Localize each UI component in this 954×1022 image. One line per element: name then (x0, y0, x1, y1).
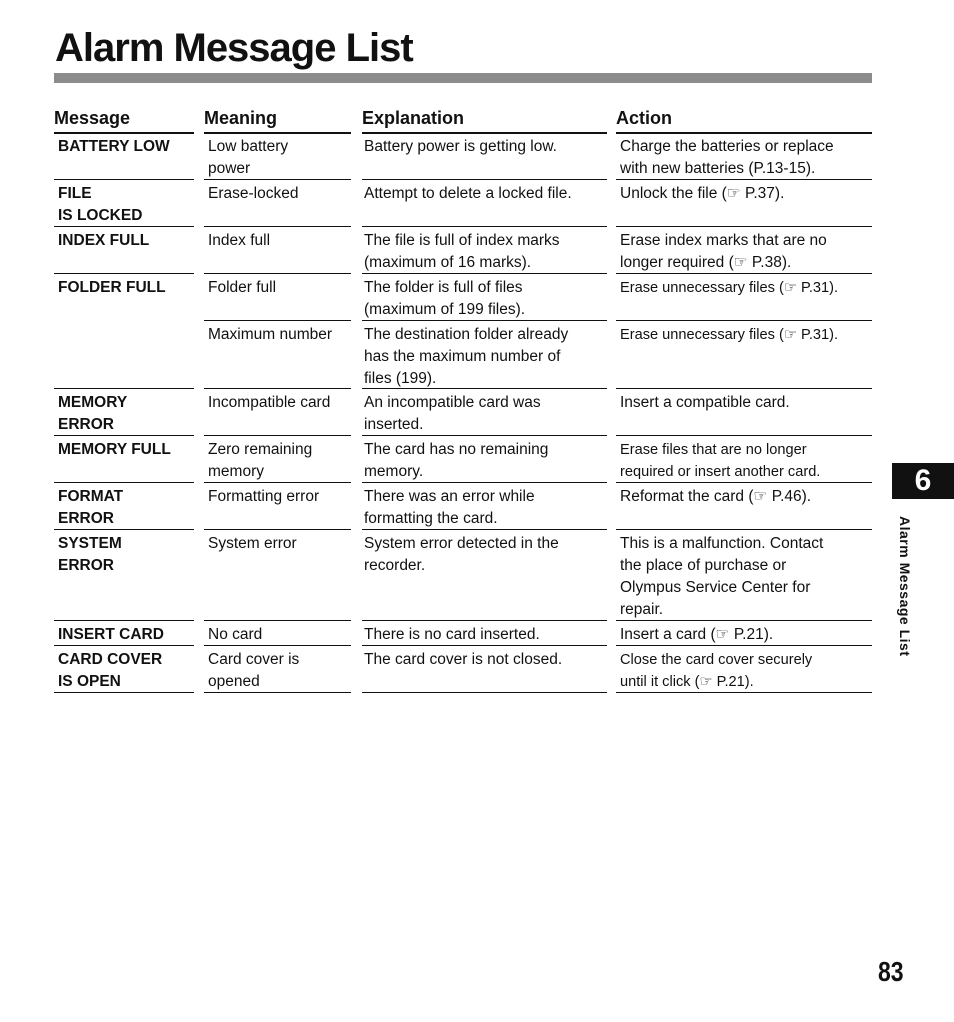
action-text: repair. (620, 601, 664, 618)
message-text: MEMORY FULL (58, 441, 171, 458)
explanation-cell (362, 274, 607, 321)
action-text: the place of purchase or (620, 557, 787, 574)
explanation-cell (362, 389, 607, 436)
message-cell (54, 483, 194, 530)
table-row (0, 133, 954, 180)
meaning-cell (204, 321, 351, 389)
page-number: 83 (878, 956, 904, 987)
table-row (0, 321, 954, 389)
message-cell (54, 389, 194, 436)
meaning-cell (204, 530, 351, 621)
header-action: Action (616, 108, 872, 134)
explanation-cell (362, 180, 607, 227)
table-row (0, 227, 954, 274)
table-row (0, 530, 954, 621)
explanation-text: There is no card inserted. (364, 626, 540, 643)
message-text: IS LOCKED (58, 207, 143, 224)
action-text: Close the card cover securely (620, 652, 813, 668)
action-cell (616, 180, 872, 227)
message-text: BATTERY LOW (58, 138, 170, 155)
meaning-cell (204, 274, 351, 321)
message-cell (54, 436, 194, 483)
action-cell (616, 321, 872, 389)
message-text: ERROR (58, 510, 114, 527)
chapter-tab: 6 (892, 463, 954, 499)
explanation-cell (362, 227, 607, 274)
action-text: required or insert another card. (620, 464, 821, 480)
explanation-text: Attempt to delete a locked file. (364, 185, 572, 202)
explanation-text: formatting the card. (364, 510, 498, 527)
action-text: longer required (☞ P.38). (620, 254, 792, 271)
explanation-text: (maximum of 16 marks). (364, 254, 532, 271)
meaning-text: Erase-locked (208, 185, 299, 202)
meaning-text: opened (208, 673, 260, 690)
table-row (0, 274, 954, 321)
action-text: Insert a card (☞ P.21). (620, 626, 774, 643)
explanation-cell (362, 530, 607, 621)
meaning-text: Index full (208, 232, 271, 249)
meaning-cell (204, 436, 351, 483)
explanation-cell (362, 646, 607, 693)
meaning-text: Formatting error (208, 488, 320, 505)
action-text: Erase index marks that are no (620, 232, 827, 249)
action-cell (616, 133, 872, 180)
header-meaning: Meaning (204, 108, 351, 134)
action-text: Erase unnecessary files (☞ P.31). (620, 280, 839, 296)
header-message: Message (54, 108, 194, 134)
table-row (0, 389, 954, 436)
action-cell (616, 436, 872, 483)
explanation-text: An incompatible card was (364, 394, 541, 411)
explanation-text: The card has no remaining (364, 441, 549, 458)
table-row (0, 621, 954, 646)
message-cell (54, 530, 194, 621)
action-text: Erase files that are no longer (620, 442, 807, 458)
message-text: ERROR (58, 416, 114, 433)
action-text: with new batteries (P.13-15). (620, 160, 816, 177)
explanation-text: recorder. (364, 557, 426, 574)
message-text: FILE (58, 185, 92, 202)
explanation-text: inserted. (364, 416, 424, 433)
meaning-cell (204, 133, 351, 180)
explanation-text: Battery power is getting low. (364, 138, 557, 155)
meaning-cell (204, 180, 351, 227)
table-row (0, 483, 954, 530)
page-title: Alarm Message List (55, 26, 413, 70)
table-row (0, 646, 954, 693)
message-cell (54, 274, 194, 321)
explanation-cell (362, 133, 607, 180)
meaning-text: Incompatible card (208, 394, 331, 411)
meaning-cell (204, 483, 351, 530)
action-text: Charge the batteries or replace (620, 138, 834, 155)
explanation-text: The folder is full of files (364, 279, 523, 296)
meaning-cell (204, 621, 351, 646)
message-text: ERROR (58, 557, 114, 574)
action-text: Insert a compatible card. (620, 394, 790, 411)
action-cell (616, 389, 872, 436)
title-rule (54, 73, 872, 83)
action-cell (616, 227, 872, 274)
explanation-text: The card cover is not closed. (364, 651, 563, 668)
message-text: FOLDER FULL (58, 279, 166, 296)
message-cell (54, 180, 194, 227)
message-cell (54, 621, 194, 646)
action-cell (616, 621, 872, 646)
message-text: SYSTEM (58, 535, 122, 552)
table-row (0, 436, 954, 483)
action-text: Unlock the file (☞ P.37). (620, 185, 785, 202)
action-text: Olympus Service Center for (620, 579, 811, 596)
explanation-text: memory. (364, 463, 424, 480)
explanation-cell (362, 436, 607, 483)
action-text: until it click (☞ P.21). (620, 674, 754, 690)
explanation-text: There was an error while (364, 488, 535, 505)
message-text: INDEX FULL (58, 232, 150, 249)
message-cell (54, 133, 194, 180)
meaning-text: power (208, 160, 251, 177)
action-cell (616, 646, 872, 693)
table-row (0, 180, 954, 227)
header-explanation: Explanation (362, 108, 607, 134)
meaning-text: Folder full (208, 279, 277, 296)
message-text: MEMORY (58, 394, 128, 411)
explanation-text: System error detected in the (364, 535, 559, 552)
explanation-cell (362, 483, 607, 530)
explanation-text: files (199). (364, 370, 437, 387)
explanation-text: The destination folder already (364, 326, 569, 343)
meaning-cell (204, 227, 351, 274)
meaning-text: Zero remaining (208, 441, 313, 458)
explanation-text: has the maximum number of (364, 348, 561, 365)
explanation-cell (362, 321, 607, 389)
meaning-cell (204, 389, 351, 436)
message-cell (54, 227, 194, 274)
message-text: CARD COVER (58, 651, 163, 668)
action-cell (616, 483, 872, 530)
action-cell (616, 274, 872, 321)
meaning-text: System error (208, 535, 297, 552)
action-text: Erase unnecessary files (☞ P.31). (620, 327, 839, 343)
action-text: This is a malfunction. Contact (620, 535, 824, 552)
meaning-text: Maximum number (208, 326, 333, 343)
message-cell (54, 321, 194, 389)
side-label: Alarm Message List (897, 516, 913, 657)
message-text: FORMAT (58, 488, 124, 505)
action-cell (616, 530, 872, 621)
meaning-text: Low battery (208, 138, 289, 155)
message-text: INSERT CARD (58, 626, 164, 643)
explanation-text: (maximum of 199 files). (364, 301, 526, 318)
meaning-text: memory (208, 463, 264, 480)
message-text: IS OPEN (58, 673, 121, 690)
meaning-cell (204, 646, 351, 693)
explanation-cell (362, 621, 607, 646)
explanation-text: The file is full of index marks (364, 232, 560, 249)
meaning-text: Card cover is (208, 651, 300, 668)
action-text: Reformat the card (☞ P.46). (620, 488, 812, 505)
message-cell (54, 646, 194, 693)
meaning-text: No card (208, 626, 263, 643)
